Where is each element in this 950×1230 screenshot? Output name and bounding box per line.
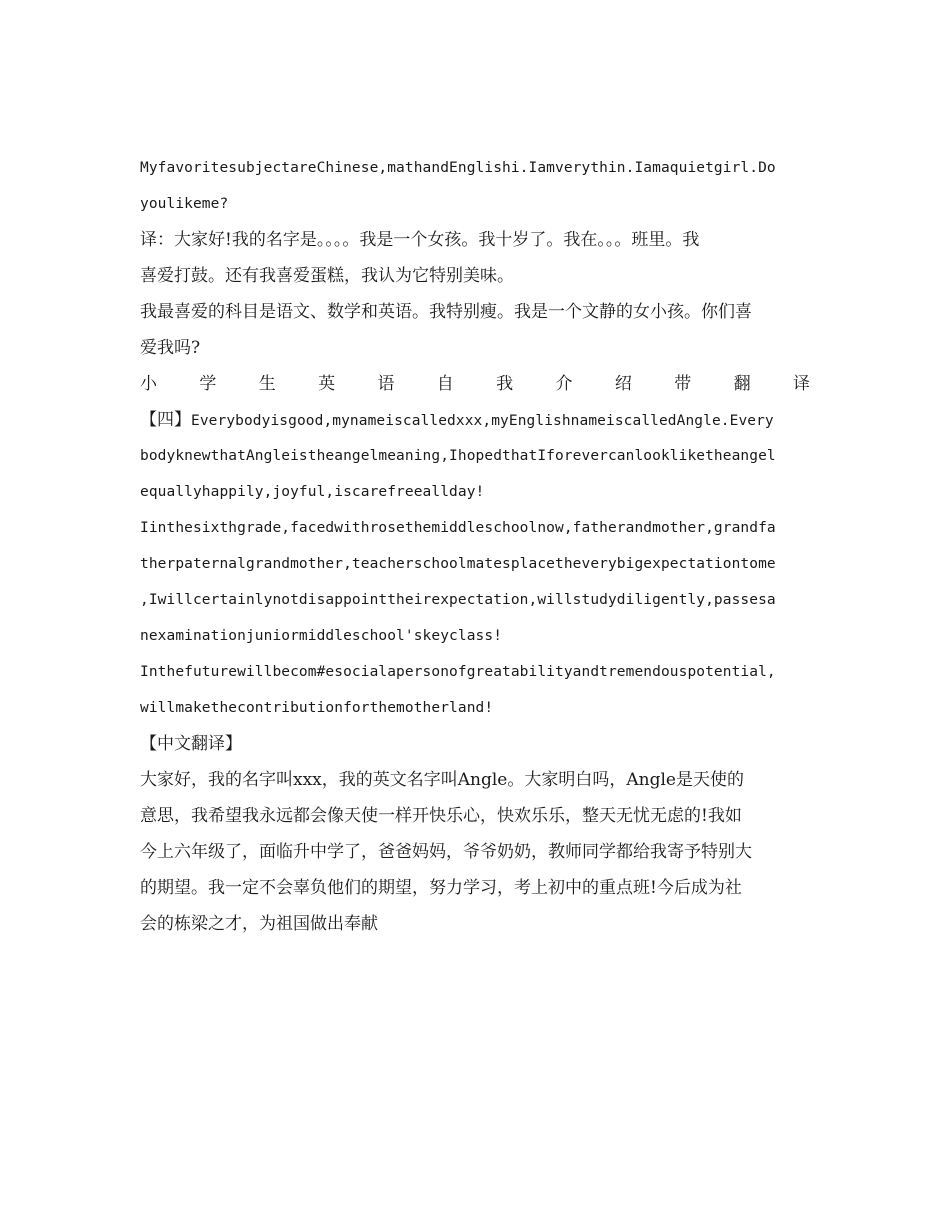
title-char: 带 [674,374,692,394]
chinese-line: 的期望。我一定不会辜负他们的期望，努力学习，考上初中的重点班!今后成为社 [140,878,742,898]
title-char: 英 [318,374,336,394]
chinese-line: 今上六年级了，面临升中学了，爸爸妈妈，爷爷奶奶，教师同学都给我寄予特别大 [140,842,752,862]
title-char: 自 [436,374,454,394]
title-char: 介 [555,374,573,394]
title-char: 小 [140,374,157,394]
english-line: nexaminationjuniormiddleschool'skeyclass! [140,628,503,644]
document-body [140,150,810,942]
title-char: 语 [377,374,395,394]
english-line: youlikeme? [140,196,229,212]
title-char: 翻 [733,374,751,394]
title-char: 绍 [614,374,632,394]
chinese-line: 会的栋梁之才，为祖国做出奉献 [140,914,378,934]
english-line: Everybodyisgood,mynameiscalledxxx,myEnglishnameiscalledAngle.Every [191,413,774,429]
chinese-line: 意思，我希望我永远都会像天使一样开快乐心，快欢乐乐，整天无忧无虑的!我如 [140,806,742,826]
title-char: 生 [258,374,276,394]
translation-heading: 【中文翻译】 [140,734,242,754]
title-char: 学 [199,374,217,394]
english-line: willmakethecontributionforthemotherland! [140,700,494,716]
english-line: equallyhappily,joyful,iscarefreeallday! [140,484,485,500]
title-char: 译 [792,374,810,394]
english-line: Inthefuturewillbecom#esocialapersonofgreatabilityandtremendouspotential, [140,664,776,680]
chinese-line: 喜爱打鼓。还有我喜爱蛋糕，我认为它特别美味。 [140,266,514,286]
chinese-line: 爱我吗? [140,338,201,358]
title-char: 我 [496,374,514,394]
english-line: Iinthesixthgrade,facedwithrosethemiddleschoolnow,fatherandmother,grandfa [140,520,776,536]
english-line: therpaternalgrandmother,teacherschoolmatesplacetheverybigexpectationtome [140,556,776,572]
english-line: MyfavoritesubjectareChinese,mathandEnglishi.Iamverythin.Iamaquietgirl.Do [140,160,776,176]
paragraph-heading-line [140,402,810,438]
section-heading: 【四】 [140,410,191,430]
english-line: ,Iwillcertainlynotdisappointtheirexpectation,willstudydiligently,passesa [140,592,776,608]
chinese-line: 大家好，我的名字叫xxx，我的英文名字叫Angle。大家明白吗，Angle是天使的 [140,770,744,790]
chinese-line: 译：大家好!我的名字是。。。。我是一个女孩。我十岁了。我在。。。班里。我 [140,230,700,250]
section-title [140,366,810,402]
chinese-line: 我最喜爱的科目是语文、数学和英语。我特别瘦。我是一个文静的女小孩。你们喜 [140,302,752,322]
english-line: bodyknewthatAngleistheangelmeaning,IhopedthatIforevercanlookliketheangel [140,448,776,464]
